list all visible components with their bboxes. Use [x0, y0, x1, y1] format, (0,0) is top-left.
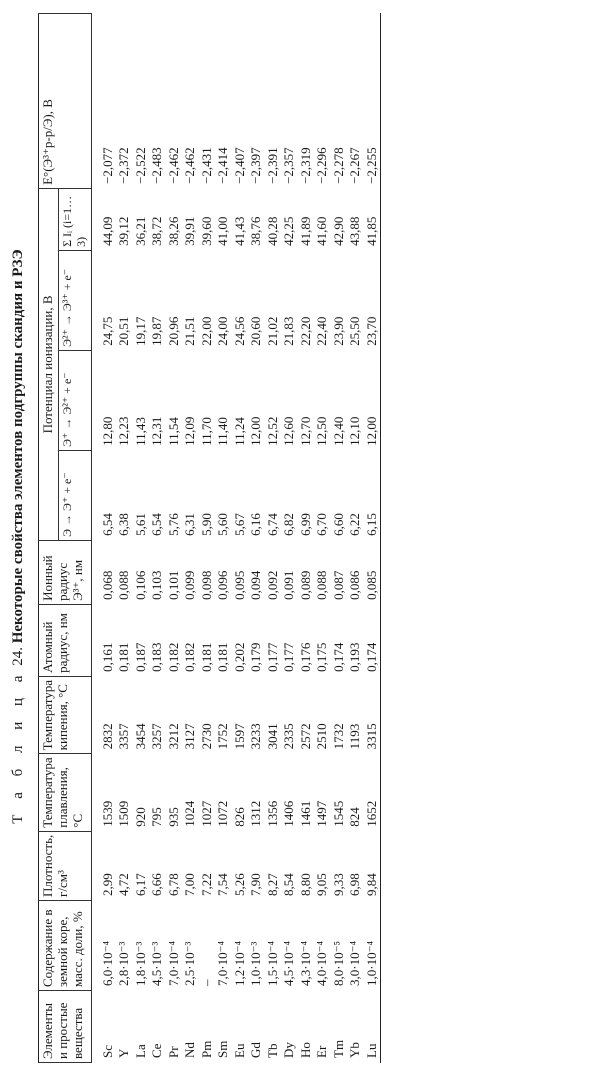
- table-row: [248, 14, 265, 1063]
- cell-density: 9,84: [364, 831, 381, 900]
- cell-element: Sm: [215, 1040, 231, 1058]
- cell-electrode-potential: −2,462: [182, 147, 198, 184]
- cell-element: La: [132, 1044, 148, 1058]
- cell-atomic-radius: 0,174: [364, 604, 381, 676]
- table-body: [91, 14, 381, 1063]
- cell-boiling-point: 1732: [330, 723, 346, 750]
- cell-ionization-3: 19,87: [149, 316, 165, 346]
- cell-ionization-3: 22,40: [314, 316, 330, 346]
- cell-density: 8,27: [264, 873, 280, 896]
- cell-ionization-2: 12,52: [264, 416, 280, 446]
- cell-content: 4,5·10⁻³: [149, 941, 165, 986]
- caption-text: Некоторые свойства элементов подгруппы скандия и РЗЭ: [10, 249, 26, 644]
- header-atomic-radius: Атомный радиус, нм: [39, 604, 92, 676]
- cell-ionization-2: 11,24: [231, 417, 247, 446]
- cell-melting-point: 1545: [330, 800, 346, 827]
- cell-ionic-radius: 0,091: [281, 570, 297, 600]
- table-row: [182, 14, 199, 1063]
- cell-content: 1,0·10⁻³: [248, 941, 264, 986]
- cell-boiling-point: 2510: [314, 723, 330, 750]
- cell-content: 7,0·10⁻⁴: [215, 941, 231, 986]
- cell-content: 1,2·10⁻⁴: [231, 941, 247, 986]
- header-melting-point: Температура плавления, °С: [39, 754, 92, 831]
- cell-ionization-sum: 38,76: [248, 216, 264, 246]
- table-row: [91, 14, 116, 1063]
- cell-content: 2,8·10⁻³: [116, 941, 132, 986]
- cell-element: Tb: [264, 1043, 280, 1058]
- table-row: [265, 14, 282, 1063]
- cell-ionization-1: 6,74: [264, 513, 280, 536]
- cell-density: 8,54: [281, 873, 297, 896]
- cell-ionization-3: 21,02: [264, 316, 280, 346]
- cell-ionization-sum: 42,25: [281, 216, 297, 246]
- header-ionization-sum: Σ Iᵢ (i=1…3): [58, 188, 91, 250]
- cell-atomic-radius: 0,176: [297, 642, 313, 672]
- cell-ionization-3: 22,00: [198, 316, 214, 346]
- cell-ionization-sum: 40,28: [264, 216, 280, 246]
- cell-atomic-radius: 0,187: [132, 642, 148, 672]
- cell-ionization-2: 11,40: [215, 417, 231, 446]
- cell-boiling-point: 1597: [231, 723, 247, 750]
- cell-ionization-sum: 42,90: [330, 216, 346, 246]
- cell-boiling-point: 3315: [364, 676, 381, 753]
- cell-ionization-2: 12,00: [364, 350, 381, 450]
- cell-melting-point: 1406: [281, 800, 297, 827]
- cell-content: 4,5·10⁻⁴: [281, 941, 297, 986]
- cell-atomic-radius: 0,177: [264, 642, 280, 672]
- cell-density: 6,66: [149, 873, 165, 896]
- cell-content: 4,3·10⁻⁴: [297, 941, 313, 986]
- cell-boiling-point: 1752: [215, 723, 231, 750]
- cell-electrode-potential: −2,462: [165, 147, 181, 184]
- cell-ionization-1: 5,90: [198, 513, 214, 536]
- cell-melting-point: 824: [347, 807, 363, 827]
- cell-element: Ce: [149, 1043, 165, 1058]
- cell-ionization-3: 20,51: [116, 316, 132, 346]
- cell-boiling-point: 2335: [281, 723, 297, 750]
- cell-boiling-point: 1193: [347, 723, 363, 750]
- cell-atomic-radius: 0,179: [248, 642, 264, 672]
- cell-ionization-1: 6,54: [149, 513, 165, 536]
- cell-ionization-2: 11,43: [132, 417, 148, 446]
- cell-ionization-2: 12,10: [347, 416, 363, 446]
- cell-element: Ho: [297, 1042, 313, 1058]
- cell-ionization-sum: 44,09: [99, 216, 115, 246]
- cell-density: 7,22: [198, 873, 214, 896]
- cell-ionic-radius: 0,085: [364, 540, 381, 604]
- cell-atomic-radius: 0,181: [215, 642, 231, 672]
- cell-ionization-2: 12,23: [116, 416, 132, 446]
- cell-melting-point: 1509: [116, 800, 132, 827]
- cell-boiling-point: 3127: [182, 723, 198, 750]
- cell-ionization-2: 12,80: [99, 416, 115, 446]
- cell-electrode-potential: −2,357: [281, 147, 297, 184]
- cell-atomic-radius: 0,202: [231, 642, 247, 672]
- cell-melting-point: 1024: [182, 800, 198, 827]
- cell-ionization-1: 6,22: [347, 513, 363, 536]
- header-electrode-potential: E°(Э³⁺р-р/Э), В: [39, 14, 92, 189]
- cell-content: 3,0·10⁻⁴: [347, 941, 363, 986]
- cell-density: 7,90: [248, 873, 264, 896]
- cell-element: Pr: [165, 1046, 181, 1058]
- cell-melting-point: 1539: [99, 800, 115, 827]
- cell-ionization-3: 24,75: [99, 316, 115, 346]
- cell-ionization-sum: 38,72: [149, 216, 165, 246]
- cell-element: Lu: [364, 991, 381, 1063]
- cell-element: Y: [116, 1048, 132, 1058]
- cell-ionization-3: 21,83: [281, 316, 297, 346]
- cell-boiling-point: 3041: [264, 723, 280, 750]
- cell-ionization-sum: 36,21: [132, 216, 148, 246]
- cell-element: Er: [314, 1045, 330, 1058]
- header-element: Элементы и простые вещества: [39, 991, 92, 1063]
- cell-melting-point: 1497: [314, 800, 330, 827]
- cell-ionic-radius: 0,101: [165, 570, 181, 600]
- cell-electrode-potential: −2,414: [215, 147, 231, 184]
- cell-ionization-3: 20,96: [165, 316, 181, 346]
- cell-ionization-1: 5,67: [231, 513, 247, 536]
- cell-ionic-radius: 0,096: [215, 570, 231, 600]
- header-ionization-3: Э²⁺ → Э³⁺ + e⁻: [58, 250, 91, 350]
- cell-melting-point: 1027: [198, 800, 214, 827]
- cell-element: Nd: [182, 1042, 198, 1058]
- cell-element: Sc: [99, 1045, 115, 1058]
- cell-content: 7,0·10⁻⁴: [165, 941, 181, 986]
- cell-ionization-2: 12,31: [149, 416, 165, 446]
- cell-density: 9,05: [314, 873, 330, 896]
- cell-ionization-sum: 41,43: [231, 216, 247, 246]
- cell-atomic-radius: 0,182: [182, 642, 198, 672]
- cell-atomic-radius: 0,175: [314, 642, 330, 672]
- cell-element: Tm: [330, 1039, 346, 1058]
- cell-ionization-1: 6,31: [182, 513, 198, 536]
- cell-boiling-point: 3357: [116, 723, 132, 750]
- table-row: [364, 14, 381, 1063]
- cell-density: 7,00: [182, 873, 198, 896]
- table-row: [199, 14, 216, 1063]
- cell-content: 1,5·10⁻⁴: [264, 941, 280, 986]
- cell-content: 8,0·10⁻⁵: [330, 941, 346, 986]
- cell-content: 6,0·10⁻⁴: [99, 941, 115, 986]
- cell-melting-point: 1652: [364, 754, 381, 831]
- cell-electrode-potential: −2,407: [231, 147, 247, 184]
- cell-electrode-potential: −2,267: [347, 147, 363, 184]
- cell-ionization-2: 12,00: [248, 416, 264, 446]
- cell-ionization-3: 23,90: [330, 316, 346, 346]
- cell-density: 6,78: [165, 873, 181, 896]
- cell-density: 2,99: [99, 873, 115, 896]
- cell-ionic-radius: 0,088: [314, 570, 330, 600]
- cell-ionic-radius: 0,087: [330, 570, 346, 600]
- cell-density: 5,26: [231, 873, 247, 896]
- cell-ionization-1: 5,60: [215, 513, 231, 536]
- header-boiling-point: Температура кипения, °С: [39, 676, 92, 753]
- cell-boiling-point: 3212: [165, 723, 181, 750]
- cell-content: 4,0·10⁻⁴: [314, 941, 330, 986]
- cell-ionization-3: 23,70: [364, 250, 381, 350]
- cell-ionization-3: 21,51: [182, 316, 198, 346]
- cell-density: 6,98: [347, 873, 363, 896]
- cell-density: 7,54: [215, 873, 231, 896]
- cell-ionization-sum: 39,12: [116, 216, 132, 246]
- cell-ionic-radius: 0,099: [182, 570, 198, 600]
- cell-ionic-radius: 0,092: [264, 570, 280, 600]
- cell-ionization-1: 6,99: [297, 513, 313, 536]
- cell-ionization-2: 12,60: [281, 416, 297, 446]
- cell-ionic-radius: 0,095: [231, 570, 247, 600]
- cell-content: 1,8·10⁻³: [132, 941, 148, 986]
- cell-ionization-sum: 41,89: [297, 216, 313, 246]
- table-row: [331, 14, 348, 1063]
- table-row: [232, 14, 249, 1063]
- cell-density: 9,33: [330, 873, 346, 896]
- cell-electrode-potential: −2,431: [198, 147, 214, 184]
- caption-number: 24.: [10, 647, 26, 666]
- cell-atomic-radius: 0,161: [99, 642, 115, 672]
- cell-atomic-radius: 0,177: [281, 642, 297, 672]
- cell-ionization-1: 5,61: [132, 513, 148, 536]
- cell-ionization-3: 25,50: [347, 316, 363, 346]
- cell-electrode-potential: −2,483: [149, 147, 165, 184]
- cell-ionic-radius: 0,088: [116, 570, 132, 600]
- cell-ionization-sum: 39,91: [182, 216, 198, 246]
- cell-ionization-1: 6,16: [248, 513, 264, 536]
- cell-ionization-2: 12,40: [330, 416, 346, 446]
- cell-ionization-3: 22,20: [297, 316, 313, 346]
- cell-ionic-radius: 0,106: [132, 570, 148, 600]
- cell-boiling-point: 2572: [297, 723, 313, 750]
- cell-atomic-radius: 0,181: [198, 642, 214, 672]
- cell-melting-point: 795: [149, 807, 165, 827]
- table-row: [298, 14, 315, 1063]
- cell-boiling-point: 3233: [248, 723, 264, 750]
- cell-ionization-sum: 41,00: [215, 216, 231, 246]
- cell-boiling-point: 3257: [149, 723, 165, 750]
- header-ionization-1: Э → Э⁺ + e⁻: [58, 450, 91, 540]
- cell-electrode-potential: −2,397: [248, 147, 264, 184]
- table-row: [347, 14, 364, 1063]
- cell-element: Yb: [347, 1042, 363, 1058]
- cell-ionization-3: 24,00: [215, 316, 231, 346]
- cell-ionization-2: 12,50: [314, 416, 330, 446]
- cell-ionization-1: 6,15: [364, 450, 381, 540]
- table-row: [133, 14, 150, 1063]
- header-ionization: Потенциал ионизации, В: [39, 188, 59, 540]
- table-row: [166, 14, 183, 1063]
- cell-density: 8,80: [297, 873, 313, 896]
- table-row: [281, 14, 298, 1063]
- cell-ionization-2: 12,70: [297, 416, 313, 446]
- cell-ionization-1: 5,76: [165, 513, 181, 536]
- cell-melting-point: 935: [165, 807, 181, 827]
- cell-ionization-2: 11,54: [165, 417, 181, 446]
- cell-ionic-radius: 0,086: [347, 570, 363, 600]
- cell-ionization-1: 6,82: [281, 513, 297, 536]
- cell-electrode-potential: −2,255: [364, 14, 381, 189]
- cell-atomic-radius: 0,182: [165, 642, 181, 672]
- cell-melting-point: 826: [231, 807, 247, 827]
- cell-ionic-radius: 0,068: [99, 570, 115, 600]
- cell-element: Dy: [281, 1042, 297, 1058]
- table-row: [215, 14, 232, 1063]
- caption-prefix: Т а б л и ц а: [10, 669, 26, 824]
- cell-ionization-sum: 39,60: [198, 216, 214, 246]
- properties-table: [38, 13, 381, 1063]
- cell-boiling-point: 2832: [99, 723, 115, 750]
- cell-ionization-3: 24,56: [231, 316, 247, 346]
- cell-electrode-potential: −2,296: [314, 147, 330, 184]
- cell-ionic-radius: 0,098: [198, 570, 214, 600]
- cell-element: Pm: [198, 1040, 214, 1058]
- cell-density: 6,17: [132, 873, 148, 896]
- cell-ionization-1: 6,54: [99, 513, 115, 536]
- cell-ionic-radius: 0,089: [297, 570, 313, 600]
- header-density: Плотность, г/см³: [39, 831, 92, 900]
- cell-electrode-potential: −2,319: [297, 147, 313, 184]
- cell-boiling-point: 3454: [132, 723, 148, 750]
- cell-density: 4,72: [116, 873, 132, 896]
- cell-atomic-radius: 0,174: [330, 642, 346, 672]
- table-caption: [10, 0, 27, 1073]
- cell-atomic-radius: 0,183: [149, 642, 165, 672]
- cell-ionic-radius: 0,103: [149, 570, 165, 600]
- cell-content: 2,5·10⁻³: [182, 941, 198, 986]
- table-row: [116, 14, 133, 1063]
- cell-boiling-point: 2730: [198, 723, 214, 750]
- cell-atomic-radius: 0,181: [116, 642, 132, 672]
- cell-ionic-radius: 0,094: [248, 570, 264, 600]
- cell-electrode-potential: −2,077: [99, 147, 115, 184]
- cell-electrode-potential: −2,391: [264, 147, 280, 184]
- cell-ionization-3: 20,60: [248, 316, 264, 346]
- cell-content: –: [198, 979, 214, 986]
- cell-ionization-2: 11,70: [198, 417, 214, 446]
- table-row: [149, 14, 166, 1063]
- cell-atomic-radius: 0,193: [347, 642, 363, 672]
- cell-ionization-1: 6,70: [314, 513, 330, 536]
- cell-element: Gd: [248, 1042, 264, 1058]
- cell-ionization-1: 6,38: [116, 513, 132, 536]
- cell-ionization-2: 12,09: [182, 416, 198, 446]
- cell-element: Eu: [231, 1043, 247, 1058]
- cell-ionization-sum: 41,60: [314, 216, 330, 246]
- header-content: Содержание в земной коре, масс. доли, %: [39, 901, 92, 991]
- cell-electrode-potential: −2,522: [132, 147, 148, 184]
- cell-ionization-1: 6,60: [330, 513, 346, 536]
- cell-melting-point: 1312: [248, 800, 264, 827]
- table-row: [314, 14, 331, 1063]
- cell-ionization-sum: 41,85: [364, 188, 381, 250]
- header-ionic-radius: Ионный радиус Э³⁺, нм: [39, 540, 92, 604]
- cell-content: 1,0·10⁻⁴: [364, 901, 381, 991]
- cell-ionization-sum: 43,88: [347, 216, 363, 246]
- cell-melting-point: 1072: [215, 800, 231, 827]
- cell-electrode-potential: −2,278: [330, 147, 346, 184]
- cell-melting-point: 1461: [297, 800, 313, 827]
- header-ionization-2: Э⁺ → Э²⁺ + e⁻: [58, 350, 91, 450]
- cell-electrode-potential: −2,372: [116, 147, 132, 184]
- cell-ionization-3: 19,17: [132, 316, 148, 346]
- cell-melting-point: 920: [132, 807, 148, 827]
- cell-ionization-sum: 38,26: [165, 216, 181, 246]
- cell-melting-point: 1356: [264, 800, 280, 827]
